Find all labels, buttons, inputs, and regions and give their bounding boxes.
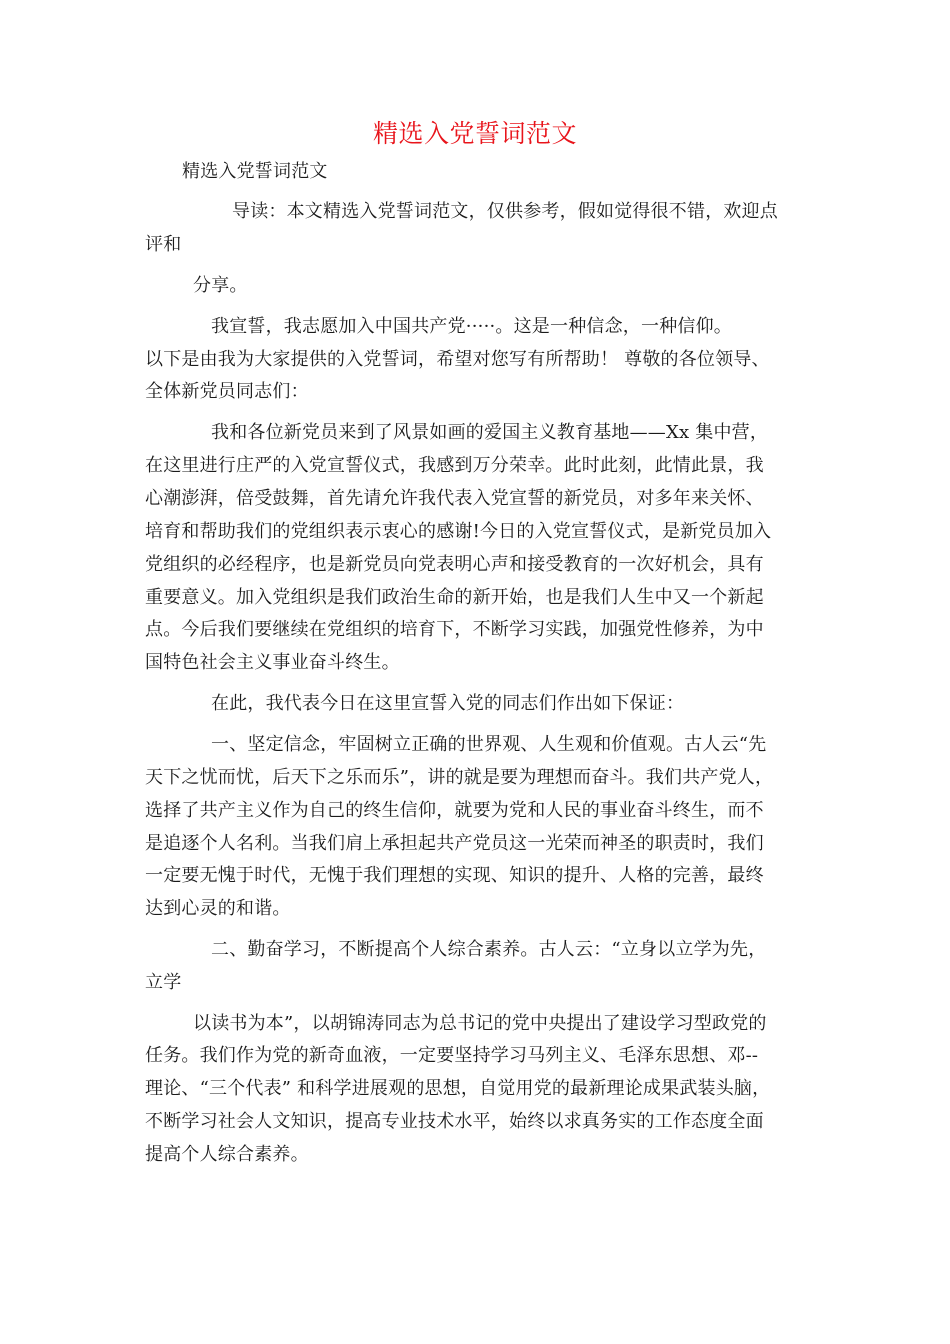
text-line: 以读书为本”，以胡锦涛同志为总书记的党中央提出了建设学习型政党的 — [193, 1013, 767, 1034]
text-line: 全体新党员同志们： — [145, 381, 309, 402]
text-line: 我宣誓，我志愿加入中国共产党·····。这是一种信念，一种信仰。 — [211, 316, 733, 337]
text-line: 一定要无愧于时代，无愧于我们理想的实现、知识的提升、人格的完善，最终 — [145, 865, 764, 886]
text-line: 立学 — [145, 972, 182, 993]
text-line: 评和 — [145, 234, 182, 255]
text-line: 天下之忧而忧，后天下之乐而乐”，讲的就是要为理想而奋斗。我们共产党人， — [145, 767, 774, 788]
text-line: 不断学习社会人文知识，提高专业技术水平，始终以求真务实的工作态度全面 — [145, 1111, 764, 1132]
text-line: 点。今后我们要继续在党组织的培育下，不断学习实践，加强党性修养，为中 — [145, 619, 764, 640]
text-line: 提高个人综合素养。 — [145, 1144, 309, 1165]
text-line: 导读：本文精选入党誓词范文，仅供参考，假如觉得很不错，欢迎点 — [232, 201, 778, 222]
text-line: 在这里进行庄严的入党宣誓仪式，我感到万分荣幸。此时此刻，此情此景，我 — [145, 455, 764, 476]
text-line: 心潮澎湃，倍受鼓舞，首先请允许我代表入党宣誓的新党员，对多年来关怀、 — [145, 488, 764, 509]
text-line: 一、坚定信念，牢固树立正确的世界观、人生观和价值观。古人云“先 — [211, 734, 767, 755]
text-line: 在此，我代表今日在这里宣誓入党的同志们作出如下保证： — [211, 693, 685, 714]
text-line: 党组织的必经程序，也是新党员向党表明心声和接受教育的一次好机会，具有 — [145, 554, 764, 575]
text-line: 培育和帮助我们的党组织表示衷心的感谢!今日的入党宣誓仪式，是新党员加入 — [145, 521, 772, 542]
text-line: 二、勤奋学习，不断提高个人综合素养。古人云：“立身以立学为先， — [211, 939, 767, 960]
text-line: 理论、“三个代表” 和科学进展观的思想，自觉用党的最新理论成果武装头脑， — [145, 1078, 771, 1099]
text-line: 以下是由我为大家提供的入党誓词，希望对您写有所帮助！ 尊敬的各位领导、 — [145, 349, 770, 370]
text-line: 达到心灵的和谐。 — [145, 898, 291, 919]
text-line: 分享。 — [193, 275, 248, 296]
text-line: 精选入党誓词范文 — [182, 161, 328, 182]
text-line: 国特色社会主义事业奋斗终生。 — [145, 652, 400, 673]
text-line: 重要意义。加入党组织是我们政治生命的新开始，也是我们人生中又一个新起 — [145, 587, 764, 608]
text-line: 我和各位新党员来到了风景如画的爱国主义教育基地——Xx 集中营， — [211, 422, 769, 443]
document-title: 精选入党誓词范文 — [372, 119, 577, 148]
text-line: 选择了共产主义作为自己的终生信仰，就要为党和人民的事业奋斗终生，而不 — [145, 800, 764, 821]
text-line: 任务。我们作为党的新奇血液，一定要坚持学习马列主义、毛泽东思想、邓-- — [145, 1045, 759, 1066]
text-line: 是追逐个人名利。当我们肩上承担起共产党员这一光荣而神圣的职责时，我们 — [145, 833, 764, 854]
